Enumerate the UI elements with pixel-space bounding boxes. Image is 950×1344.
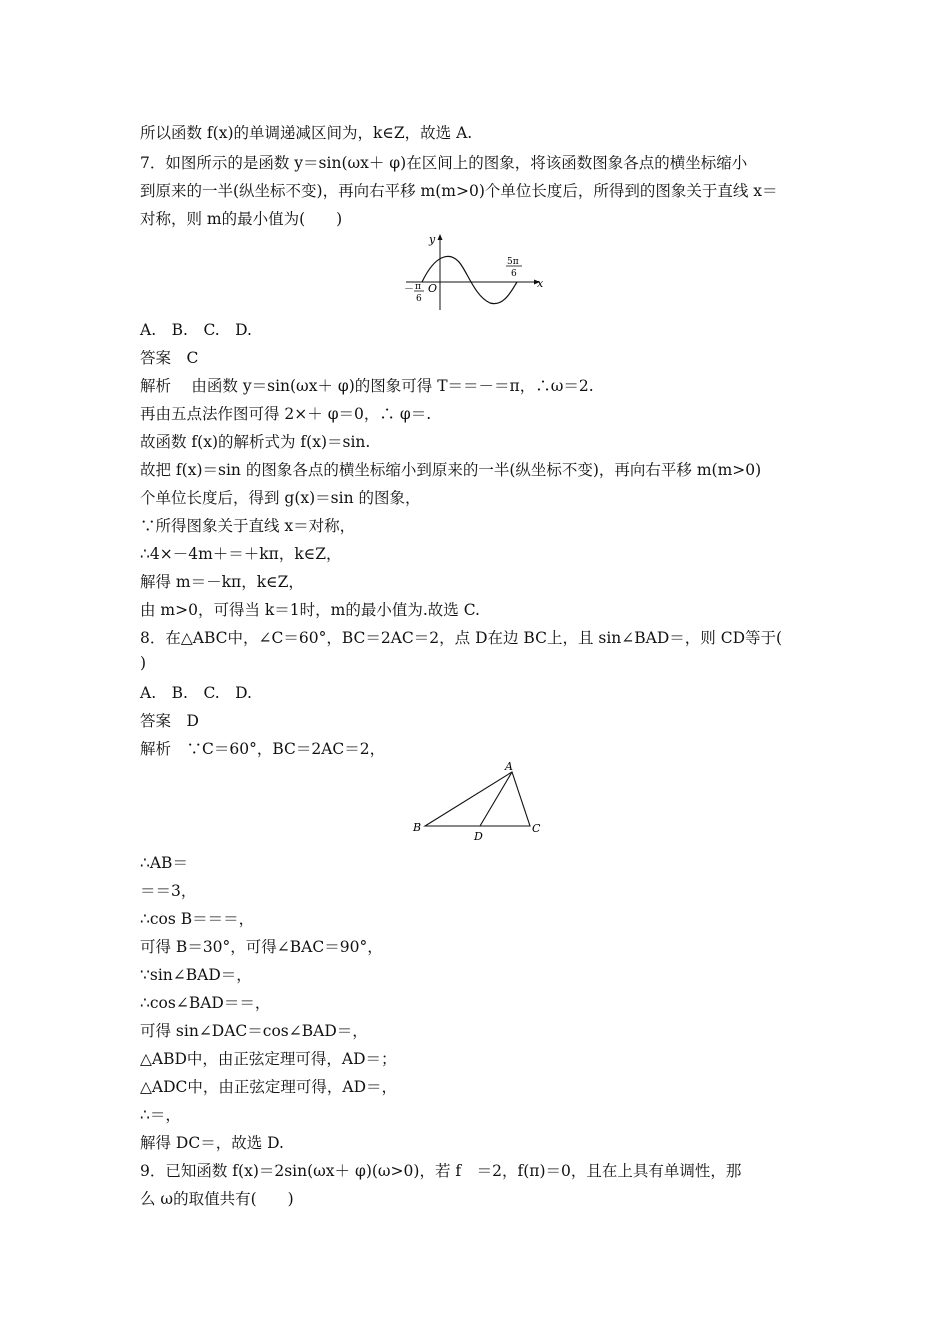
origin-label: O (428, 282, 438, 295)
right-tick-denominator: 6 (511, 269, 517, 279)
text-line: 到原来的一半(纵坐标不变)，再向右平移 m(m>0)个单位长度后，所得到的图象关于直线 x＝ (140, 182, 778, 200)
options-line: A. B. C. D. (140, 321, 252, 339)
text-line: ∴＝， (140, 1106, 181, 1124)
y-axis-arrow (438, 234, 443, 240)
right-tick-numerator: 5π (507, 257, 519, 267)
text-line: 解得 m＝－kπ，k∈Z， (140, 573, 304, 591)
text-line: △ABD中，由正弦定理可得，AD＝； (140, 1050, 397, 1068)
segment-ad (480, 772, 512, 826)
question-8-line: 8．在△ABC中，∠C＝60°，BC＝2AC＝2，点 D在边 BC上，且 sin∠BAD＝，则 CD等于( (140, 629, 783, 647)
vertex-b-label: B (413, 821, 422, 834)
text-line: ∵sin∠BAD＝， (140, 966, 252, 984)
y-axis-label: y (429, 233, 436, 246)
text-line: △ADC中，由正弦定理可得，AD＝， (140, 1078, 398, 1096)
vertex-c-label: C (532, 822, 541, 835)
vertex-d-label: D (474, 830, 483, 843)
text-line: ＝＝3， (140, 882, 197, 900)
question-9-line: 9．已知函数 f(x)＝2sin(ωx＋ φ)(ω>0)，若 f ＝2，f(π)＝0，且在上具有单调性，那 (140, 1162, 742, 1180)
options-line: A. B. C. D. (140, 684, 252, 702)
text-line: 故把 f(x)＝sin 的图象各点的横坐标缩小到原来的一半(纵坐标不变)，再向右平移 m(m>0) (140, 461, 762, 479)
solution-line: 解析 由函数 y＝sin(ωx＋ φ)的图象可得 T＝＝－＝π，∴ω＝2. (140, 377, 594, 395)
text-line: 么 ω的取值共有( ) (140, 1190, 294, 1208)
answer-line: 答案 C (140, 349, 199, 367)
text-line: ∴cos∠BAD＝＝， (140, 994, 271, 1012)
question-7-line: 7．如图所示的是函数 y＝sin(ωx＋ φ)在区间上的图象，将该函数图象各点的横坐标缩小 (140, 154, 748, 172)
text-line: 由 m>0，可得当 k＝1时，m的最小值为.故选 C. (140, 601, 480, 619)
sine-curve (422, 256, 517, 303)
text-line: 故函数 f(x)的解析式为 f(x)＝sin. (140, 433, 371, 451)
sine-graph-figure (400, 230, 550, 315)
answer-line: 答案 D (140, 712, 199, 730)
text-line: ∴cos B＝＝＝， (140, 910, 255, 928)
vertex-a-label: A (505, 760, 513, 773)
triangle-abc (425, 772, 530, 826)
left-tick-numerator: π (415, 282, 421, 292)
x-axis-label: x (537, 277, 544, 290)
text-line: 可得 B＝30°，可得∠BAC＝90°， (140, 938, 383, 956)
left-tick-sign: － (404, 284, 414, 295)
text-line: 可得 sin∠DAC＝cos∠BAD＝， (140, 1022, 368, 1040)
text-line: ∴AB＝ (140, 854, 188, 872)
text-line: ∴4×－4m＋＝＋kπ，k∈Z， (140, 545, 342, 563)
left-tick-denominator: 6 (416, 294, 422, 304)
triangle-figure (405, 760, 555, 845)
text-line: 解得 DC＝，故选 D. (140, 1134, 284, 1152)
text-line: 所以函数 f(x)的单调递减区间为，k∈Z，故选 A. (140, 124, 473, 142)
text-line: 个单位长度后，得到 g(x)＝sin 的图象， (140, 489, 421, 507)
text-line: 对称，则 m的最小值为( ) (140, 210, 343, 228)
text-line: ∵所得图象关于直线 x＝对称， (140, 517, 356, 535)
text-line: ) (140, 654, 147, 672)
text-line: 再由五点法作图可得 2×＋ φ＝0，∴ φ＝. (140, 405, 432, 423)
solution-line: 解析 ∵C＝60°，BC＝2AC＝2， (140, 740, 386, 758)
